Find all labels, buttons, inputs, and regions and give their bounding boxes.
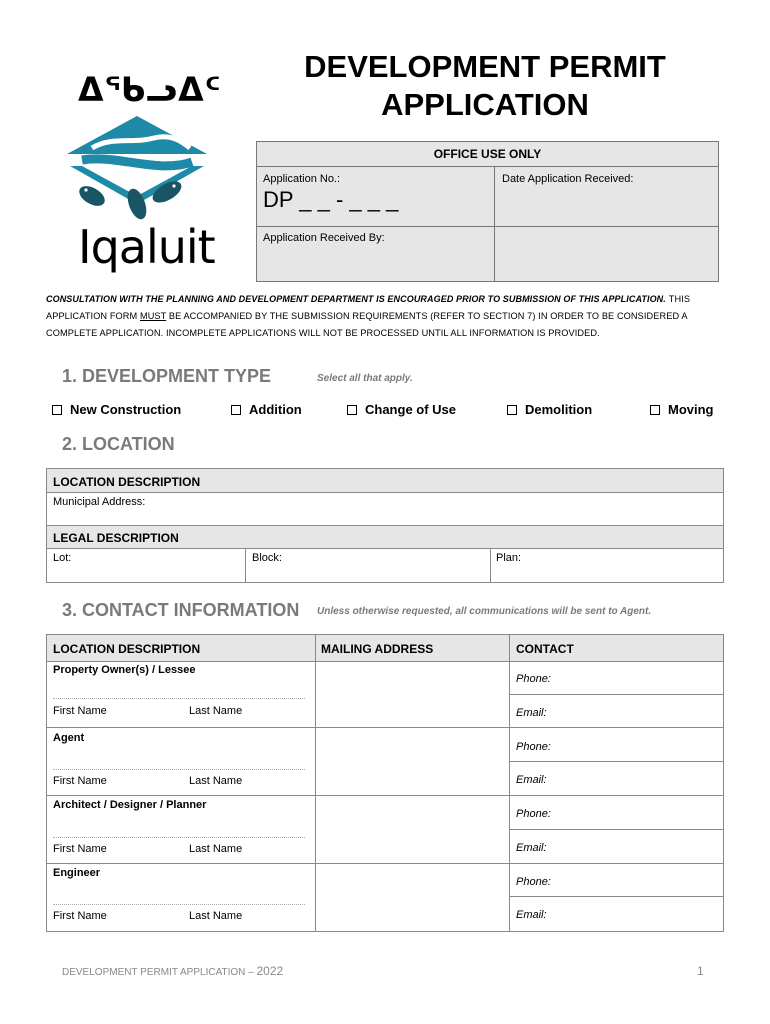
- checkbox-change-of-use[interactable]: [347, 402, 456, 417]
- email-field[interactable]: Email:: [516, 707, 547, 719]
- checkbox-square-icon[interactable]: [650, 405, 660, 415]
- first-name-field[interactable]: First Name: [53, 775, 107, 787]
- email-field[interactable]: Email:: [516, 909, 547, 921]
- name-line: [53, 837, 305, 838]
- checkbox-addition[interactable]: [231, 402, 302, 417]
- section-contact-heading: 3. CONTACT INFORMATION: [62, 600, 300, 620]
- date-received-label: Date Application Received:: [502, 173, 634, 185]
- consultation-must: MUST: [139, 311, 167, 321]
- plan-label[interactable]: Plan:: [496, 552, 522, 564]
- divider: [509, 635, 510, 931]
- consultation-text-2: BE ACCOMPANIED BY THE SUBMISSION REQUIREMENTS (REFER TO SECTION 7) IN ORDER TO BE CONSIDERED A COMPLETE APPLICATION. INCOMPLETE APPLICATIONS WILL NOT BE PROCESSED UNTIL ALL INFORMATION IS PROVIDED.: [46, 311, 688, 338]
- divider: [47, 727, 723, 728]
- logo-syllabics: ᐃᖃᓗᐃᑦ: [78, 70, 222, 109]
- column-header-mailing: MAILING ADDRESS: [321, 642, 434, 656]
- section-development-type-heading: 1. DEVELOPMENT TYPE: [62, 366, 272, 386]
- received-by-label: Application Received By:: [263, 232, 385, 244]
- checkbox-demolition[interactable]: [507, 402, 592, 417]
- last-name-field[interactable]: Last Name: [189, 705, 243, 717]
- checkbox-label: Change of Use: [365, 402, 457, 417]
- divider: [509, 761, 724, 762]
- checkbox-square-icon[interactable]: [231, 405, 241, 415]
- contact-note: Unless otherwise requested, all communications will be sent to Agent.: [317, 606, 652, 617]
- name-line: [53, 904, 305, 905]
- logo-wordmark: Iqaluit: [78, 220, 215, 274]
- column-header-contact: CONTACT: [516, 642, 574, 656]
- divider: [47, 492, 723, 493]
- phone-field[interactable]: Phone:: [516, 741, 551, 753]
- divider: [47, 548, 723, 549]
- divider: [47, 795, 723, 796]
- municipal-address-label[interactable]: Municipal Address:: [53, 496, 146, 508]
- role-architect: Architect / Designer / Planner: [53, 799, 207, 811]
- consultation-notice: [46, 291, 726, 342]
- divider: [257, 226, 718, 227]
- divider: [509, 896, 724, 897]
- role-owner: Property Owner(s) / Lessee: [53, 664, 196, 676]
- checkbox-label: Moving: [668, 402, 714, 417]
- office-use-heading: OFFICE USE ONLY: [257, 142, 718, 167]
- column-header-location: LOCATION DESCRIPTION: [53, 642, 201, 656]
- title-line-1: DEVELOPMENT PERMIT: [304, 49, 666, 84]
- phone-field[interactable]: Phone:: [516, 876, 551, 888]
- divider: [494, 167, 495, 281]
- footer-year: 2022: [256, 964, 284, 978]
- divider: [47, 661, 723, 662]
- divider: [509, 694, 724, 695]
- checkbox-square-icon[interactable]: [347, 405, 357, 415]
- divider: [490, 548, 491, 583]
- checkbox-square-icon[interactable]: [507, 405, 517, 415]
- consultation-text-1: THIS APPLICATION FORM: [46, 294, 691, 321]
- location-table: [46, 468, 724, 583]
- page-title: [260, 48, 710, 124]
- name-line: [53, 769, 305, 770]
- footer-text: DEVELOPMENT PERMIT APPLICATION –: [62, 967, 257, 978]
- email-field[interactable]: Email:: [516, 774, 547, 786]
- last-name-field[interactable]: Last Name: [189, 775, 243, 787]
- first-name-field[interactable]: First Name: [53, 910, 107, 922]
- first-name-field[interactable]: First Name: [53, 705, 107, 717]
- contact-table: [46, 634, 724, 932]
- divider: [47, 863, 723, 864]
- last-name-field[interactable]: Last Name: [189, 910, 243, 922]
- footer: [62, 964, 283, 978]
- legal-description-header: LEGAL DESCRIPTION: [53, 531, 179, 545]
- email-field[interactable]: Email:: [516, 842, 547, 854]
- divider: [509, 829, 724, 830]
- divider: [245, 548, 246, 583]
- select-all-note: Select all that apply.: [317, 373, 413, 384]
- title-line-2: APPLICATION: [381, 87, 589, 122]
- role-engineer: Engineer: [53, 867, 101, 879]
- first-name-field[interactable]: First Name: [53, 843, 107, 855]
- last-name-field[interactable]: Last Name: [189, 843, 243, 855]
- role-agent: Agent: [53, 732, 85, 744]
- checkbox-square-icon[interactable]: [52, 405, 62, 415]
- location-description-header: LOCATION DESCRIPTION: [53, 475, 201, 489]
- name-line: [53, 698, 305, 699]
- iqaluit-logo: [62, 70, 222, 274]
- block-label[interactable]: Block:: [252, 552, 282, 564]
- application-no-label: Application No.:: [263, 173, 341, 185]
- phone-field[interactable]: Phone:: [516, 673, 551, 685]
- lot-label[interactable]: Lot:: [53, 552, 72, 564]
- fish-mountain-emblem-icon: [62, 114, 212, 224]
- application-no-field[interactable]: DP _ _ - _ _ _: [263, 187, 399, 212]
- checkbox-new-construction[interactable]: [52, 402, 181, 417]
- office-use-box: [256, 141, 719, 282]
- checkbox-label: Addition: [249, 402, 302, 417]
- checkbox-label: New Construction: [70, 402, 182, 417]
- page-number: 1: [697, 964, 704, 978]
- checkbox-moving[interactable]: [650, 402, 714, 417]
- section-location-heading: 2. LOCATION: [62, 434, 175, 454]
- consultation-lead: CONSULTATION WITH THE PLANNING AND DEVELOPMENT DEPARTMENT IS ENCOURAGED PRIOR TO SUBMISSION OF THIS APPLICATION.: [46, 294, 666, 304]
- phone-field[interactable]: Phone:: [516, 808, 551, 820]
- checkbox-label: Demolition: [525, 402, 593, 417]
- divider: [315, 635, 316, 931]
